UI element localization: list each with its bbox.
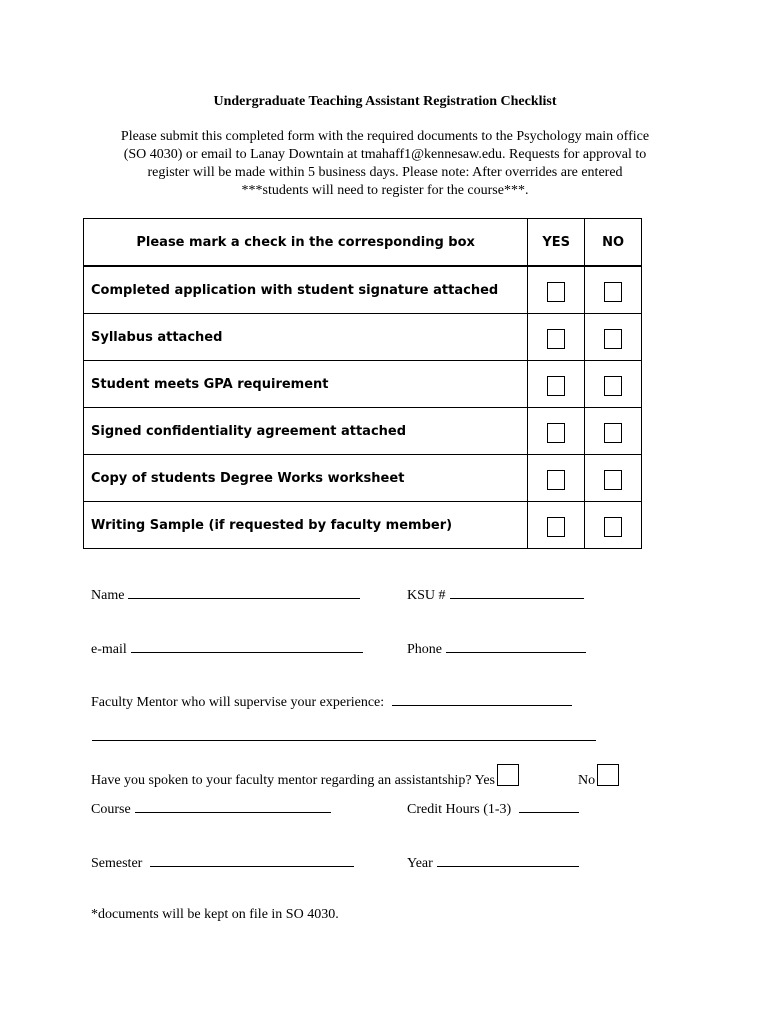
- checklist-row: [84, 266, 642, 314]
- no-cell: [585, 314, 642, 361]
- item-text: Student meets GPA requirement: [91, 377, 329, 392]
- course-input[interactable]: [135, 800, 331, 813]
- checklist-item-label: [84, 314, 528, 361]
- year-field: [407, 854, 579, 872]
- yes-checkbox[interactable]: [547, 282, 565, 302]
- instructions-line: (SO 4030) or email to Lanay Downtain at tmahaff1@kennesaw.edu. Requests for approval to: [123, 147, 647, 162]
- name-label: Name: [91, 588, 125, 603]
- spoken-question: Have you spoken to your faculty mentor regarding an assistantship? Yes: [91, 773, 495, 788]
- instructions: [92, 128, 678, 200]
- checklist-table: [83, 218, 642, 549]
- name-field: [91, 586, 360, 604]
- no-cell: [585, 361, 642, 408]
- email-label: e-mail: [91, 642, 127, 657]
- year-input[interactable]: [437, 854, 579, 867]
- yes-cell: [528, 408, 585, 455]
- header-label: Please mark a check in the corresponding box: [84, 219, 528, 267]
- credit-hours-label: Credit Hours (1-3): [407, 802, 512, 817]
- ksu-input[interactable]: [450, 586, 584, 599]
- mentor-field: [91, 693, 572, 711]
- checklist-item-label: [84, 455, 528, 502]
- email-field: [91, 640, 363, 658]
- yes-checkbox[interactable]: [547, 376, 565, 396]
- no-cell: [585, 408, 642, 455]
- checklist-header-row: [84, 219, 642, 267]
- credit-hours-field: [407, 800, 579, 818]
- no-checkbox[interactable]: [604, 470, 622, 490]
- semester-field: [91, 854, 354, 872]
- checklist-item-label: [84, 502, 528, 549]
- item-text: Signed confidentiality agreement attached: [91, 424, 407, 439]
- credit-hours-input[interactable]: [519, 800, 579, 813]
- yes-checkbox[interactable]: [547, 517, 565, 537]
- instructions-line: ***students will need to register for the course***.: [241, 183, 529, 198]
- item-text: Writing Sample (if requested by faculty member): [91, 518, 453, 533]
- phone-label: Phone: [407, 642, 442, 657]
- checklist-item-label: [84, 266, 528, 314]
- yes-checkbox[interactable]: [547, 329, 565, 349]
- yes-checkbox[interactable]: [547, 470, 565, 490]
- yes-cell: [528, 502, 585, 549]
- name-input[interactable]: [128, 586, 360, 599]
- no-cell: [585, 455, 642, 502]
- spoken-yes-checkbox[interactable]: [497, 764, 519, 786]
- item-text: Copy of students Degree Works worksheet: [91, 471, 405, 486]
- ksu-label: KSU #: [407, 588, 446, 603]
- header-yes: YES: [528, 219, 585, 267]
- checklist-row: [84, 314, 642, 361]
- course-field: [91, 800, 331, 818]
- mentor-input-continued[interactable]: [92, 740, 596, 741]
- checklist-item-label: [84, 408, 528, 455]
- checklist-row: [84, 455, 642, 502]
- semester-label: Semester: [91, 856, 143, 871]
- instructions-line: register will be made within 5 business days. Please note: After overrides are entered: [147, 165, 623, 180]
- no-cell: [585, 502, 642, 549]
- spoken-no-field: [578, 764, 619, 789]
- course-label: Course: [91, 802, 131, 817]
- header-no: NO: [585, 219, 642, 267]
- spoken-no-checkbox[interactable]: [597, 764, 619, 786]
- checklist-row: [84, 361, 642, 408]
- no-checkbox[interactable]: [604, 376, 622, 396]
- checklist-row: [84, 502, 642, 549]
- phone-input[interactable]: [446, 640, 586, 653]
- yes-cell: [528, 455, 585, 502]
- spoken-no-label: No: [578, 773, 596, 788]
- item-text: Completed application with student signature attached: [91, 283, 499, 298]
- no-checkbox[interactable]: [604, 282, 622, 302]
- yes-cell: [528, 266, 585, 314]
- yes-checkbox[interactable]: [547, 423, 565, 443]
- item-text: Syllabus attached: [91, 330, 223, 345]
- footnote: *documents will be kept on file in SO 4030.: [91, 907, 339, 922]
- mentor-input[interactable]: [392, 693, 572, 706]
- no-checkbox[interactable]: [604, 423, 622, 443]
- mentor-label: Faculty Mentor who will supervise your experience:: [91, 695, 385, 710]
- phone-field: [407, 640, 586, 658]
- yes-cell: [528, 361, 585, 408]
- no-checkbox[interactable]: [604, 329, 622, 349]
- year-label: Year: [407, 856, 433, 871]
- yes-cell: [528, 314, 585, 361]
- checklist-row: [84, 408, 642, 455]
- ksu-field: [407, 586, 584, 604]
- email-input[interactable]: [131, 640, 363, 653]
- semester-input[interactable]: [150, 854, 354, 867]
- no-cell: [585, 266, 642, 314]
- no-checkbox[interactable]: [604, 517, 622, 537]
- instructions-line: Please submit this completed form with the required documents to the Psychology main office: [120, 129, 650, 144]
- spoken-question-field: [91, 764, 519, 789]
- checklist-item-label: [84, 361, 528, 408]
- form-title: Undergraduate Teaching Assistant Registration Checklist: [213, 94, 557, 109]
